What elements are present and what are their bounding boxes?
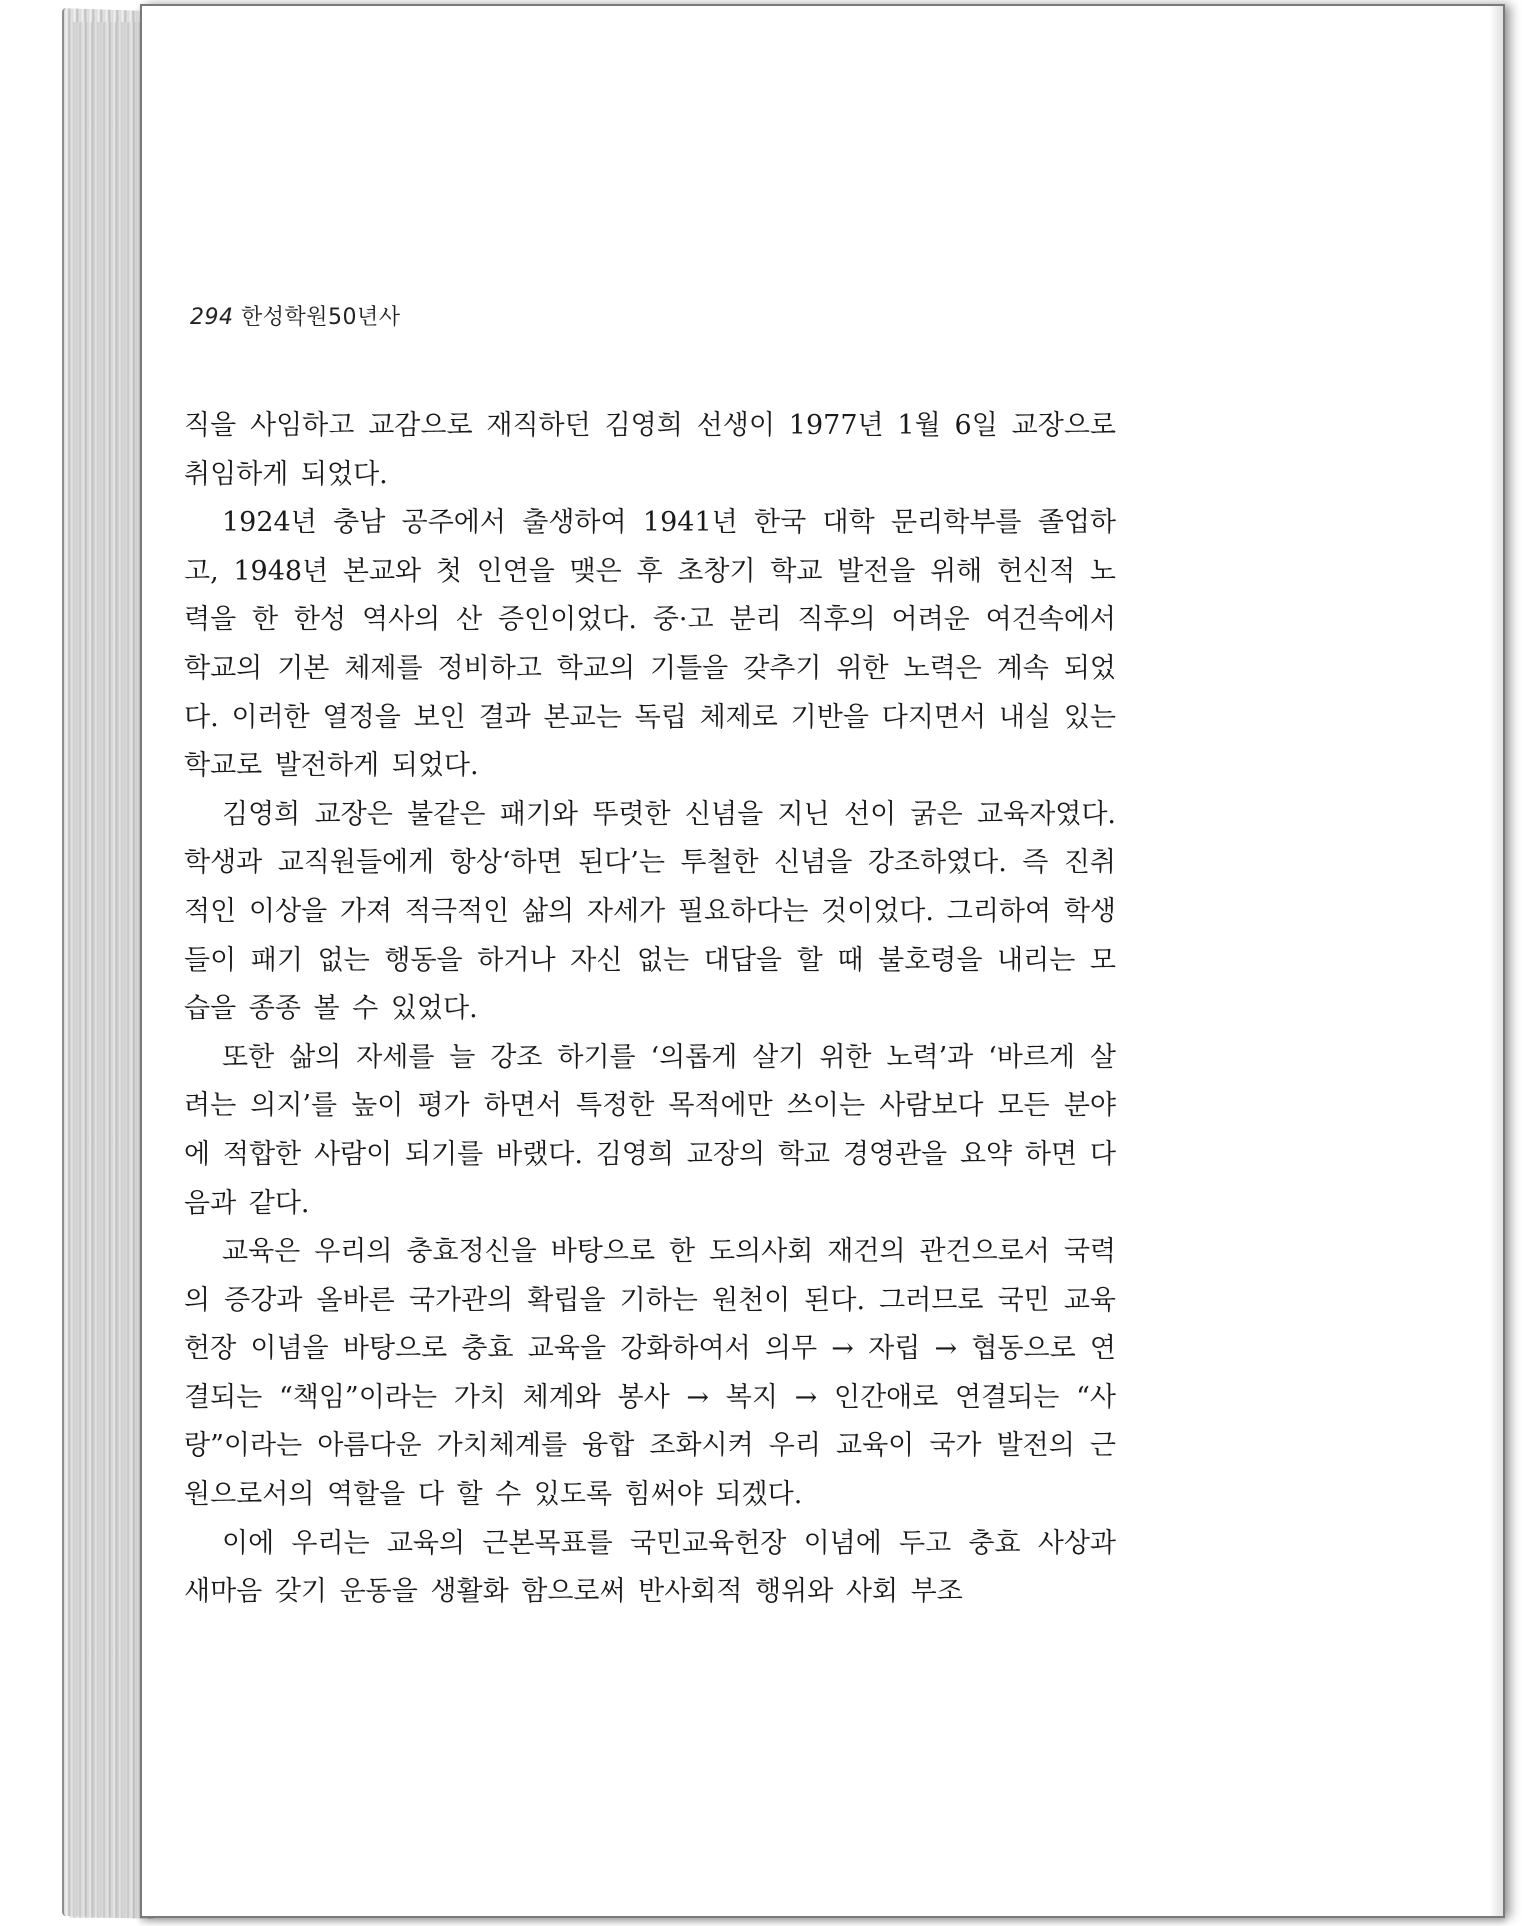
book-title: 한성학원50년사 <box>241 305 401 330</box>
paragraph-5: 교육은 우리의 충효정신을 바탕으로 한 도의사회 재건의 관건으로서 국력의 증강과 올바른 국가관의 확립을 기하는 원천이 된다. 그러므로 국민 교육 헌장 이념을 바탕으로 충효 교육을 강화하여서 의무 → 자립 → 협동으로 연결되는 “책임”이라는 가치 체계와 봉사 → 복지 → 인간애로 연결되는 “사랑”이라는 아름다운 가치체계를 융합 조화시켜 우리 교육이 국가 발전의 근원으로서의 역할을 다 할 수 있도록 힘써야 되겠다. <box>184 1236 1116 1511</box>
page-shadow <box>1489 6 1503 1916</box>
body-text <box>184 402 1116 1617</box>
running-head <box>190 300 401 331</box>
paragraph-2: 1924년 충남 공주에서 출생하여 1941년 한국 대학 문리학부를 졸업하고, 1948년 본교와 첫 인연을 맺은 후 초창기 학교 발전을 위해 헌신적 노력을 한 한성 역사의 산 증인이었다. 중·고 분리 직후의 어려운 여건속에서 학교의 기본 체제를 정비하고 학교의 기틀을 갖추기 위한 노력은 계속 되었다. 이러한 열정을 보인 결과 본교는 독립 체제로 기반을 다지면서 내실 있는 학교로 발전하게 되었다. <box>184 507 1116 782</box>
book-page-edges-inner <box>70 22 150 1918</box>
paragraph-4: 또한 삶의 자세를 늘 강조 하기를 ‘의롭게 살기 위한 노력’과 ‘바르게 살려는 의지’를 높이 평가 하면서 특정한 목적에만 쓰이는 사람보다 모든 분야에 적합한 사람이 되기를 바랬다. 김영희 교장의 학교 경영관을 요약 하면 다음과 같다. <box>184 1041 1116 1219</box>
paragraph-1: 직을 사임하고 교감으로 재직하던 김영희 선생이 1977년 1월 6일 교장으로 취임하게 되었다. <box>184 410 1116 490</box>
paragraph-6: 이에 우리는 교육의 근본목표를 국민교육헌장 이념에 두고 충효 사상과 새마음 갖기 운동을 생활화 함으로써 반사회적 행위와 사회 부조 <box>184 1527 1116 1608</box>
page-number: 294 <box>190 305 234 330</box>
paragraph-3: 김영희 교장은 불같은 패기와 뚜렷한 신념을 지닌 선이 굵은 교육자였다. 학생과 교직원들에게 항상‘하면 된다’는 투철한 신념을 강조하였다. 즉 진취적인 이상을 가져 적극적인 삶의 자세가 필요하다는 것이었다. 그리하여 학생들이 패기 없는 행동을 하거나 자신 없는 대답을 할 때 불호령을 내리는 모습을 종종 볼 수 있었다. <box>184 798 1116 1025</box>
